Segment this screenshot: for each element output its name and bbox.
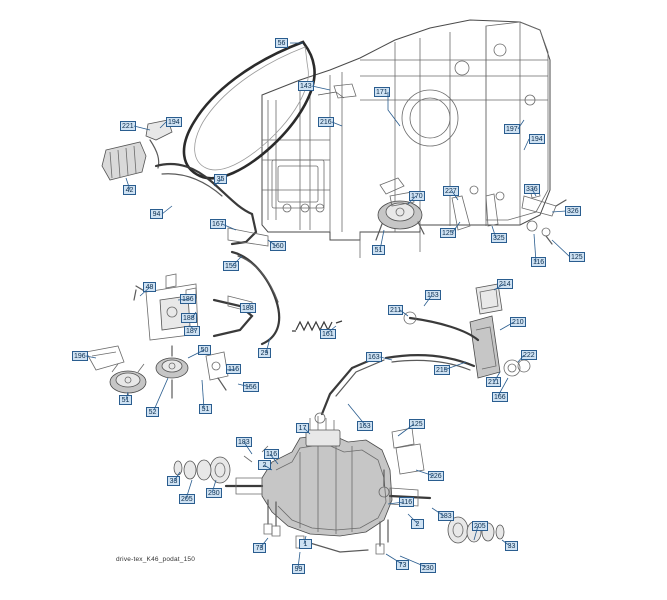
callout-116-trans-left[interactable]: 116 bbox=[266, 451, 278, 458]
callout-17[interactable]: 17 bbox=[296, 423, 309, 433]
callout-125-lower[interactable]: 125 bbox=[411, 421, 423, 428]
callout-153[interactable]: 153 bbox=[427, 292, 439, 299]
callout-188-right[interactable]: 188 bbox=[242, 305, 254, 312]
callout-186[interactable]: 186 bbox=[182, 296, 194, 303]
callout-215[interactable]: 215 bbox=[436, 367, 448, 374]
callout-73-left[interactable]: 73 bbox=[253, 543, 266, 553]
callout-156[interactable]: 156 bbox=[245, 384, 257, 391]
callout-42[interactable]: 42 bbox=[123, 185, 136, 195]
callout-194-top[interactable]: 194 bbox=[168, 119, 180, 126]
callout-94[interactable]: 94 bbox=[150, 209, 163, 219]
callout-51-center[interactable]: 51 bbox=[372, 245, 385, 255]
callout-1[interactable]: 1 bbox=[299, 539, 312, 549]
callout-2-left[interactable]: 2 bbox=[258, 460, 271, 470]
callout-167[interactable]: 167 bbox=[212, 221, 224, 228]
callout-125-left[interactable]: 125 bbox=[442, 230, 454, 237]
callout-99[interactable]: 99 bbox=[292, 564, 305, 574]
callout-159[interactable]: 159 bbox=[225, 263, 237, 270]
callout-73-right[interactable]: 73 bbox=[396, 560, 409, 570]
callout-183-left[interactable]: 183 bbox=[238, 439, 250, 446]
callout-325[interactable]: 325 bbox=[493, 235, 505, 242]
callout-326[interactable]: 326 bbox=[567, 208, 579, 215]
callout-51-lower-left[interactable]: 51 bbox=[119, 395, 132, 405]
callout-116-trans-right[interactable]: 116 bbox=[401, 499, 413, 506]
callout-188-left[interactable]: 188 bbox=[183, 315, 195, 322]
callout-161[interactable]: 161 bbox=[322, 331, 334, 338]
callout-116-right[interactable]: 116 bbox=[533, 259, 545, 266]
callout-48[interactable]: 48 bbox=[143, 282, 156, 292]
callout-194-right[interactable]: 194 bbox=[531, 136, 543, 143]
callout-163-upper[interactable]: 163 bbox=[368, 354, 380, 361]
callout-56[interactable]: 56 bbox=[275, 38, 288, 48]
callout-51-lower-right[interactable]: 51 bbox=[199, 404, 212, 414]
callout-230-left[interactable]: 230 bbox=[208, 490, 220, 497]
callout-187[interactable]: 187 bbox=[186, 328, 198, 335]
callout-33-left[interactable]: 33 bbox=[167, 476, 180, 486]
callout-116-left[interactable]: 116 bbox=[228, 366, 240, 373]
callout-211-right[interactable]: 211 bbox=[488, 379, 500, 386]
callout-2-right[interactable]: 2 bbox=[411, 519, 424, 529]
callout-226[interactable]: 226 bbox=[430, 473, 442, 480]
diagram-caption: drive-tex_K46_podat_150 bbox=[116, 556, 196, 563]
callout-336[interactable]: 336 bbox=[526, 186, 538, 193]
callout-197[interactable]: 197 bbox=[506, 126, 518, 133]
callout-166[interactable]: 166 bbox=[494, 394, 506, 401]
callout-171[interactable]: 171 bbox=[376, 89, 388, 96]
callout-50[interactable]: 50 bbox=[198, 345, 211, 355]
callout-196[interactable]: 196 bbox=[74, 353, 86, 360]
callout-29[interactable]: 29 bbox=[258, 348, 271, 358]
callout-163-lower[interactable]: 163 bbox=[359, 423, 371, 430]
callout-216[interactable]: 216 bbox=[320, 119, 332, 126]
callout-211-left[interactable]: 211 bbox=[390, 307, 402, 314]
callout-214[interactable]: 214 bbox=[499, 281, 511, 288]
callout-143[interactable]: 143 bbox=[300, 83, 312, 90]
callout-205-right[interactable]: 205 bbox=[474, 523, 486, 530]
callout-35[interactable]: 35 bbox=[214, 174, 227, 184]
callout-33-right[interactable]: 33 bbox=[505, 541, 518, 551]
callout-170[interactable]: 170 bbox=[411, 193, 423, 200]
callout-52[interactable]: 52 bbox=[146, 407, 159, 417]
callout-183-right[interactable]: 183 bbox=[440, 513, 452, 520]
callout-222[interactable]: 222 bbox=[523, 352, 535, 359]
callout-160[interactable]: 160 bbox=[272, 243, 284, 250]
callout-210[interactable]: 210 bbox=[512, 319, 524, 326]
callout-125-right[interactable]: 125 bbox=[571, 254, 583, 261]
callout-227[interactable]: 227 bbox=[445, 188, 457, 195]
callout-230-right[interactable]: 230 bbox=[422, 565, 434, 572]
callout-205-left[interactable]: 205 bbox=[181, 496, 193, 503]
callout-221[interactable]: 221 bbox=[122, 123, 134, 130]
